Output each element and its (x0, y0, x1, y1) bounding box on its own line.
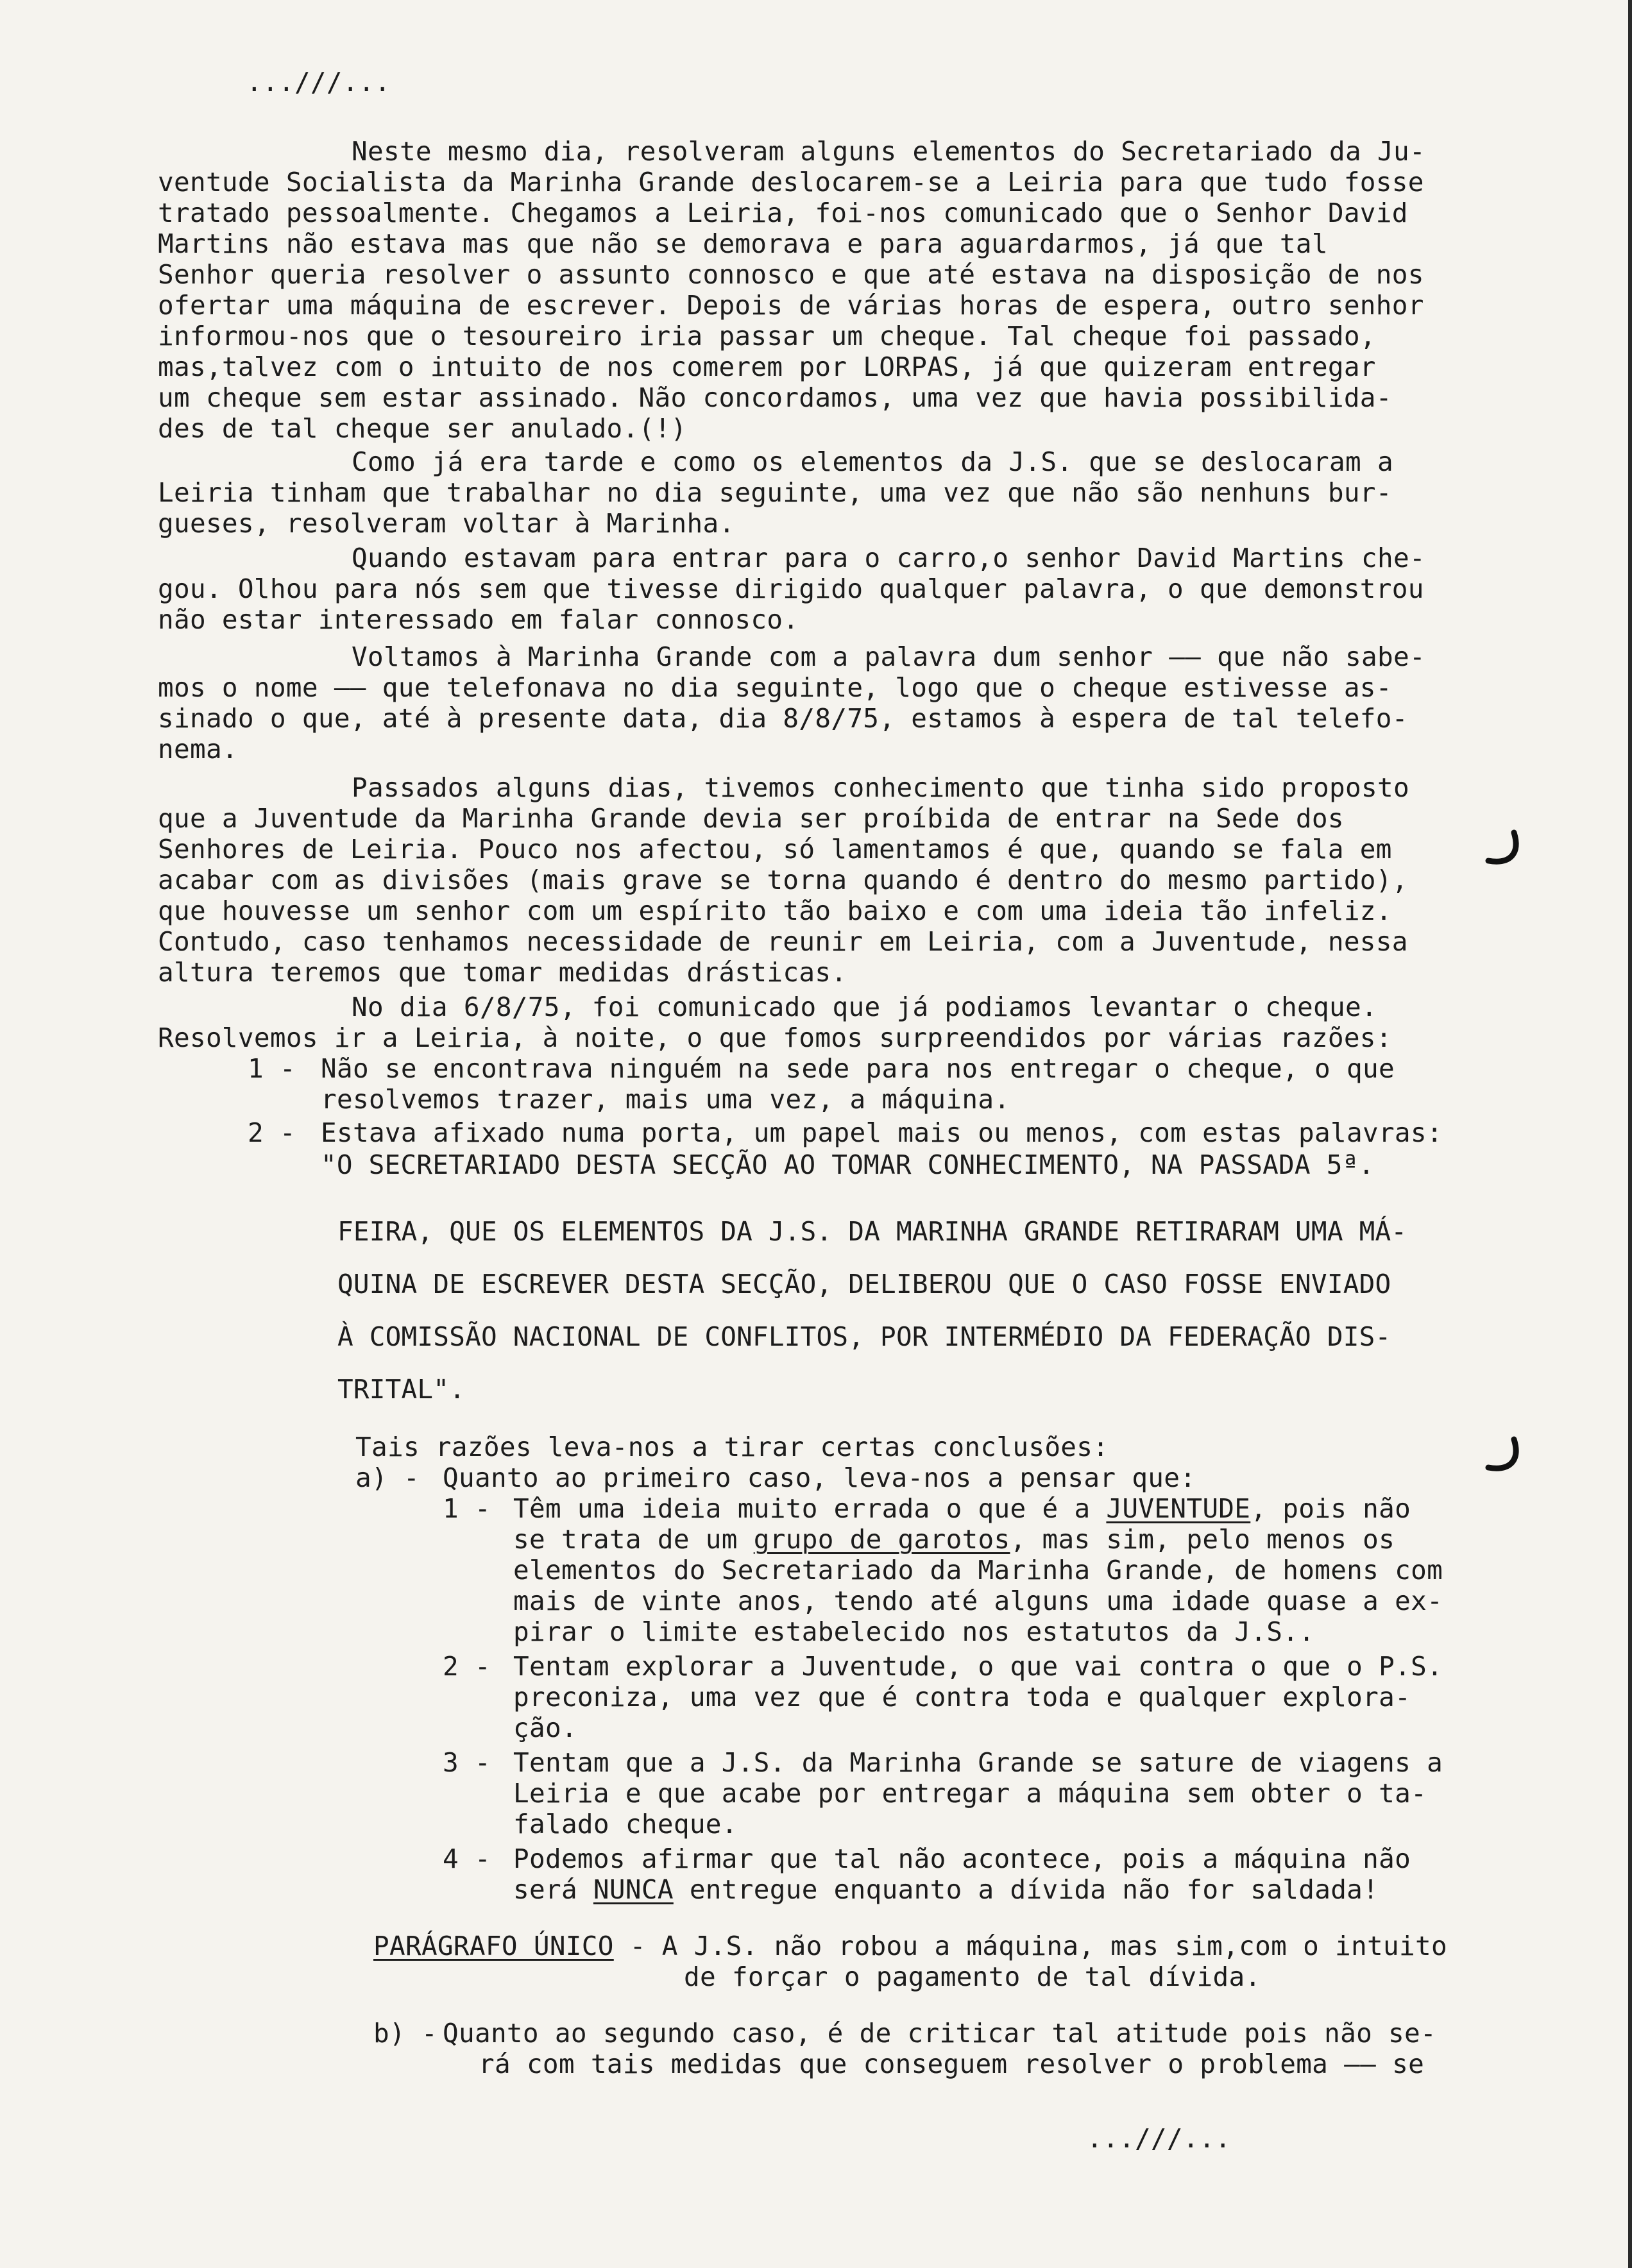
text-line: Martins não estava mas que não se demorava e para aguardarmos, já que tal (158, 228, 1328, 259)
text-segment: A J.S. não robou a máquina, mas sim,com o intuito (661, 1931, 1447, 1961)
underlined-phrase: grupo de garotos (753, 1524, 1010, 1555)
text-line: rá com tais medidas que conseguem resolver o problema —— se (479, 2049, 1425, 2079)
text-segment: Têm uma ideia muito errada o que é a (513, 1493, 1107, 1524)
text-line: Leiria e que acabe por entregar a máquina sem obter o ta- (513, 1778, 1427, 1809)
text-line: Senhor queria resolver o assunto connosco e que até estava na disposição de nos (158, 259, 1424, 290)
text-segment: - (613, 1931, 662, 1961)
text-line: Podemos afirmar que tal não acontece, pois a máquina não (513, 1843, 1411, 1874)
text-segment: entregue enquanto a dívida não for saldada! (673, 1874, 1379, 1905)
text-line: tratado pessoalmente. Chegamos a Leiria, foi-nos comunicado que o Senhor David (158, 198, 1408, 228)
text-line: No dia 6/8/75, foi comunicado que já podiamos levantar o cheque. (352, 992, 1377, 1022)
text-line: des de tal cheque ser anulado.(!) (158, 413, 687, 444)
underlined-word: JUVENTUDE (1106, 1493, 1251, 1524)
text-line: Voltamos à Marinha Grande com a palavra dum senhor —— que não sabe- (352, 641, 1425, 672)
handwritten-bracket-mark (1475, 1434, 1527, 1479)
text-line: Quanto ao segundo caso, é de criticar tal atitude pois não se- (443, 2018, 1437, 2049)
paragrafo-unico-label: PARÁGRAFO ÚNICO (373, 1931, 614, 1961)
header-continuation-mark: ...///... (246, 67, 391, 97)
text-line: Quanto ao primeiro caso, leva-nos a pensar que: (443, 1462, 1196, 1493)
text-line: Contudo, caso tenhamos necessidade de reunir em Leiria, com a Juventude, nessa (158, 926, 1408, 957)
text-line: gou. Olhou para nós sem que tivesse dirigido qualquer palavra, o que demonstrou (158, 573, 1424, 604)
text-line: mos o nome —— que telefonava no dia seguinte, logo que o cheque estivesse as- (158, 672, 1392, 703)
text-line (513, 1493, 1411, 1524)
handwritten-bracket-mark (1475, 827, 1527, 872)
text-line: que a Juventude da Marinha Grande devia ser proíbida de entrar na Sede dos (158, 803, 1344, 834)
list-number: 2 - (443, 1651, 491, 1682)
underlined-word: NUNCA (593, 1874, 674, 1905)
list-number: 3 - (443, 1747, 491, 1778)
text-line: Não se encontrava ninguém na sede para nos entregar o cheque, o que (321, 1053, 1395, 1084)
list-label: b) - (373, 2018, 438, 2049)
text-line: ção. (513, 1713, 577, 1743)
text-line (513, 1874, 1379, 1905)
quote-line: QUINA DE ESCREVER DESTA SECÇÃO, DELIBEROU QUE O CASO FOSSE ENVIADO (337, 1269, 1391, 1299)
text-segment: , pois não (1250, 1493, 1411, 1524)
text-line: ofertar uma máquina de escrever. Depois de várias horas de espera, outro senhor (158, 290, 1424, 321)
text-line: Senhores de Leiria. Pouco nos afectou, só lamentamos é que, quando se fala em (158, 834, 1392, 865)
text-line: Quando estavam para entrar para o carro,o senhor David Martins che- (352, 543, 1425, 573)
text-line: sinado o que, até à presente data, dia 8/8/75, estamos à espera de tal telefo- (158, 703, 1408, 734)
text-line: que houvesse um senhor com um espírito tão baixo e com uma ideia tão infeliz. (158, 895, 1392, 926)
text-line: altura teremos que tomar medidas drásticas. (158, 957, 847, 988)
list-number: 1 - (248, 1053, 296, 1084)
list-number: 4 - (443, 1843, 491, 1874)
list-number: 1 - (443, 1493, 491, 1524)
text-line: Como já era tarde e como os elementos da J.S. que se deslocaram a (352, 446, 1393, 477)
quote-line: TRITAL". (337, 1374, 466, 1405)
text-segment: se trata de um (513, 1524, 754, 1555)
text-line: Neste mesmo dia, resolveram alguns elementos do Secretariado da Ju- (352, 136, 1425, 167)
text-line: informou-nos que o tesoureiro iria passar um cheque. Tal cheque foi passado, (158, 321, 1376, 351)
text-line (513, 1524, 1395, 1555)
text-line: Tais razões leva-nos a tirar certas conclusões: (355, 1432, 1109, 1462)
text-line: falado cheque. (513, 1809, 738, 1840)
text-line: preconiza, uma vez que é contra toda e qualquer explora- (513, 1682, 1411, 1713)
text-line: nema. (158, 734, 238, 765)
page-edge-shadow (1628, 0, 1632, 2268)
list-number: 2 - (248, 1117, 296, 1148)
text-line: um cheque sem estar assinado. Não concordamos, uma vez que havia possibilida- (158, 382, 1392, 413)
text-line: resolvemos trazer, mais uma vez, a máquina. (321, 1084, 1010, 1115)
quote-line: "O SECRETARIADO DESTA SECÇÃO AO TOMAR CONHECIMENTO, NA PASSADA 5ª. (321, 1149, 1375, 1180)
text-line: Passados alguns dias, tivemos conhecimento que tinha sido proposto (352, 772, 1409, 803)
text-line: mais de vinte anos, tendo até alguns uma idade quase a ex- (513, 1586, 1443, 1616)
text-line: acabar com as divisões (mais grave se torna quando é dentro do mesmo partido), (158, 865, 1408, 895)
text-line: Resolvemos ir a Leiria, à noite, o que fomos surpreendidos por várias razões: (158, 1022, 1392, 1053)
text-line: ventude Socialista da Marinha Grande deslocarem-se a Leiria para que tudo fosse (158, 167, 1424, 198)
quote-line: À COMISSÃO NACIONAL DE CONFLITOS, POR INTERMÉDIO DA FEDERAÇÃO DIS- (337, 1321, 1391, 1352)
footer-continuation-mark: ...///... (1087, 2123, 1231, 2154)
text-line: Estava afixado numa porta, um papel mais ou menos, com estas palavras: (321, 1117, 1443, 1148)
text-line (373, 1931, 1447, 1961)
text-segment: será (513, 1874, 593, 1905)
text-line: Leiria tinham que trabalhar no dia seguinte, uma vez que não são nenhuns bur- (158, 477, 1392, 508)
quote-line: FEIRA, QUE OS ELEMENTOS DA J.S. DA MARINHA GRANDE RETIRARAM UMA MÁ- (337, 1216, 1407, 1247)
text-line: de forçar o pagamento de tal dívida. (684, 1961, 1261, 1992)
text-line: pirar o limite estabelecido nos estatutos da J.S.. (513, 1616, 1315, 1647)
text-line: gueses, resolveram voltar à Marinha. (158, 508, 735, 539)
text-line: elementos do Secretariado da Marinha Grande, de homens com (513, 1555, 1443, 1586)
text-line: mas,talvez com o intuito de nos comerem por LORPAS, já que quizeram entregar (158, 351, 1376, 382)
list-label: a) - (355, 1462, 420, 1493)
text-line: não estar interessado em falar connosco. (158, 604, 799, 635)
text-line: Tentam explorar a Juventude, o que vai contra o que o P.S. (513, 1651, 1443, 1682)
text-line: Tentam que a J.S. da Marinha Grande se sature de viagens a (513, 1747, 1443, 1778)
text-segment: , mas sim, pelo menos os (1010, 1524, 1395, 1555)
